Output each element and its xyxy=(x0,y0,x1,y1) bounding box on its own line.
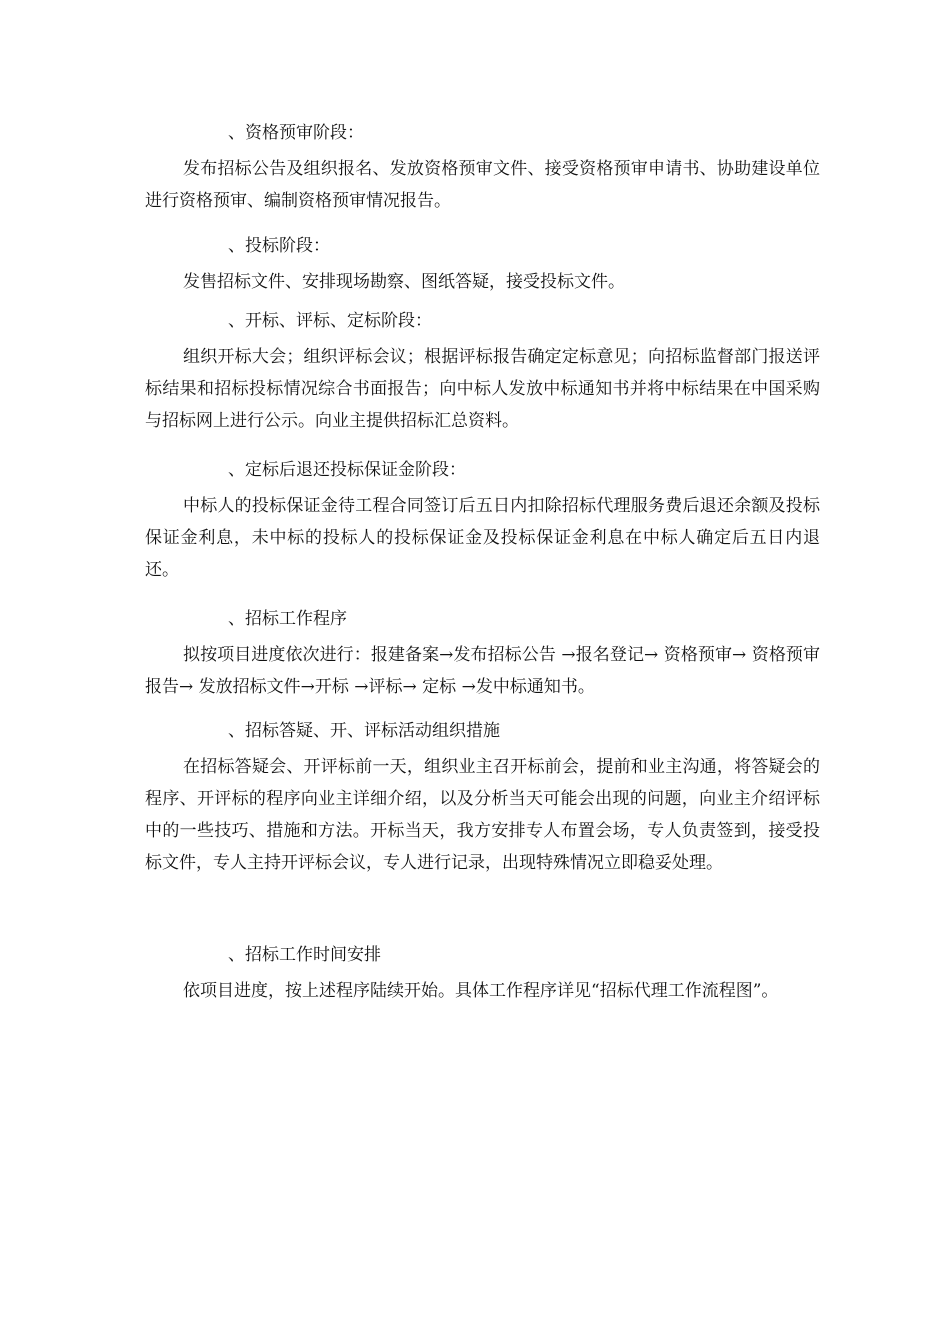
section-heading-prequalification: 、资格预审阶段： xyxy=(228,123,364,143)
section-body-organization-measures: 在招标答疑会、开评标前一天，组织业主召开标前会，提前和业主沟通，将答疑会的程序、开评标的程序向业主详细介绍，以及分析当天可能会出现的问题，向业主介绍评标中的一些技巧、措施和方法。开标当天，我方安排专人布置会场，专人负责签到，接受投标文件，专人主持开评标会议，专人进行记录，出现特殊情况立即稳妥处理。 xyxy=(145,757,820,873)
section-body-opening-evaluation: 组织开标大会；组织评标会议；根据评标报告确定定标意见；向招标监督部门报送评标结果和招标投标情况综合书面报告；向中标人发放中标通知书并将中标结果在中国采购与招标网上进行公示。向业主提供招标汇总资料。 xyxy=(145,347,820,431)
section-heading-bidding: 、投标阶段： xyxy=(228,236,330,256)
section-heading-organization-measures: 、招标答疑、开、评标活动组织措施 xyxy=(228,721,500,741)
section-heading-deposit-refund: 、定标后退还投标保证金阶段： xyxy=(228,460,466,480)
section-heading-procedure: 、招标工作程序 xyxy=(228,609,347,629)
section-body-prequalification: 发布招标公告及组织报名、发放资格预审文件、接受资格预审申请书、协助建设单位进行资格预审、编制资格预审情况报告。 xyxy=(145,159,820,211)
section-body-time-schedule: 依项目进度，按上述程序陆续开始。具体工作程序详见“招标代理工作流程图”。 xyxy=(183,981,779,1001)
section-body-procedure: 拟按项目进度依次进行：报建备案→发布招标公告 →报名登记→ 资格预审→ 资格预审报告→ 发放招标文件→开标 →评标→ 定标 →发中标通知书。 xyxy=(145,645,820,697)
section-heading-time-schedule: 、招标工作时间安排 xyxy=(228,945,381,965)
section-body-deposit-refund: 中标人的投标保证金待工程合同签订后五日内扣除招标代理服务费后退还余额及投标保证金利息，未中标的投标人的投标保证金及投标保证金利息在中标人确定后五日内退还。 xyxy=(145,496,820,580)
section-body-bidding: 发售招标文件、安排现场勘察、图纸答疑，接受投标文件。 xyxy=(183,272,625,292)
section-heading-opening-evaluation: 、开标、评标、定标阶段： xyxy=(228,311,432,331)
